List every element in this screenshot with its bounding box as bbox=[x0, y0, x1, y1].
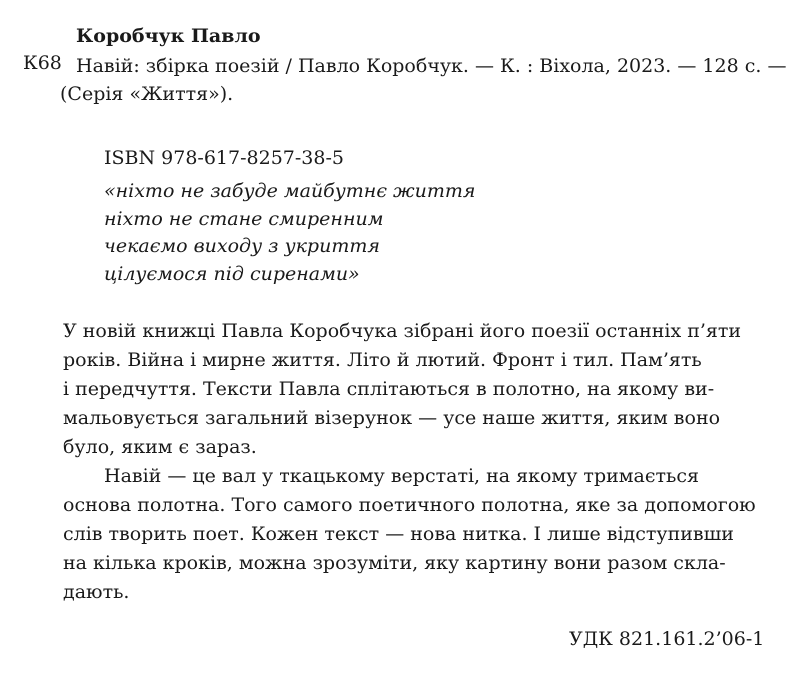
isbn-number: ISBN 978-617-8257-38-5 bbox=[104, 147, 344, 169]
annotation-line: було, яким є зараз. bbox=[63, 436, 257, 458]
author-heading: Коробчук Павло bbox=[76, 25, 261, 47]
annotation-line: і передчуття. Тексти Павла сплітаються в полотно, на якому ви- bbox=[63, 378, 715, 400]
author-cipher: К68 bbox=[23, 52, 62, 74]
annotation-line: на кілька кроків, можна зрозуміти, яку картину вони разом скла- bbox=[63, 552, 726, 574]
epigraph-line: «ніхто не забуде майбутнє життя bbox=[104, 180, 476, 202]
udk-classification: УДК 821.161.2’06-1 bbox=[569, 628, 765, 650]
bibliographic-line-2: (Серія «Життя»). bbox=[60, 83, 234, 105]
annotation-paragraph-1 bbox=[63, 317, 753, 462]
bibliographic-line-1: Навій: збірка поезій / Павло Коробчук. — К. : Віхола, 2023. — 128 с. — bbox=[76, 55, 787, 77]
bibliographic-description bbox=[60, 52, 787, 108]
epigraph-line: ніхто не стане смиренним bbox=[104, 207, 384, 230]
annotation-line: слів творить поет. Кожен текст — нова нитка. І лише відступивши bbox=[63, 523, 734, 545]
epigraph-line: чекаємо виходу з укриття bbox=[104, 235, 380, 257]
annotation-paragraph-2 bbox=[63, 462, 756, 607]
annotation-line: мальовується загальний візерунок — усе наше життя, яким воно bbox=[63, 407, 721, 429]
annotation-line: основа полотна. Того самого поетичного полотна, яке за допомогою bbox=[63, 494, 756, 516]
annotation-line: дають. bbox=[63, 581, 130, 603]
annotation-line: років. Війна і мирне життя. Літо й лютий. Фронт і тил. Пам’ять bbox=[63, 349, 702, 371]
epigraph-line: цілуємося під сиренами» bbox=[104, 262, 360, 285]
annotation-line: Навій — це вал у ткацькому верстаті, на якому тримається bbox=[104, 465, 700, 487]
epigraph bbox=[104, 178, 475, 288]
annotation bbox=[63, 317, 756, 607]
annotation-line: У новій книжці Павла Коробчука зібрані його поезії останніх п’яти bbox=[63, 320, 742, 342]
